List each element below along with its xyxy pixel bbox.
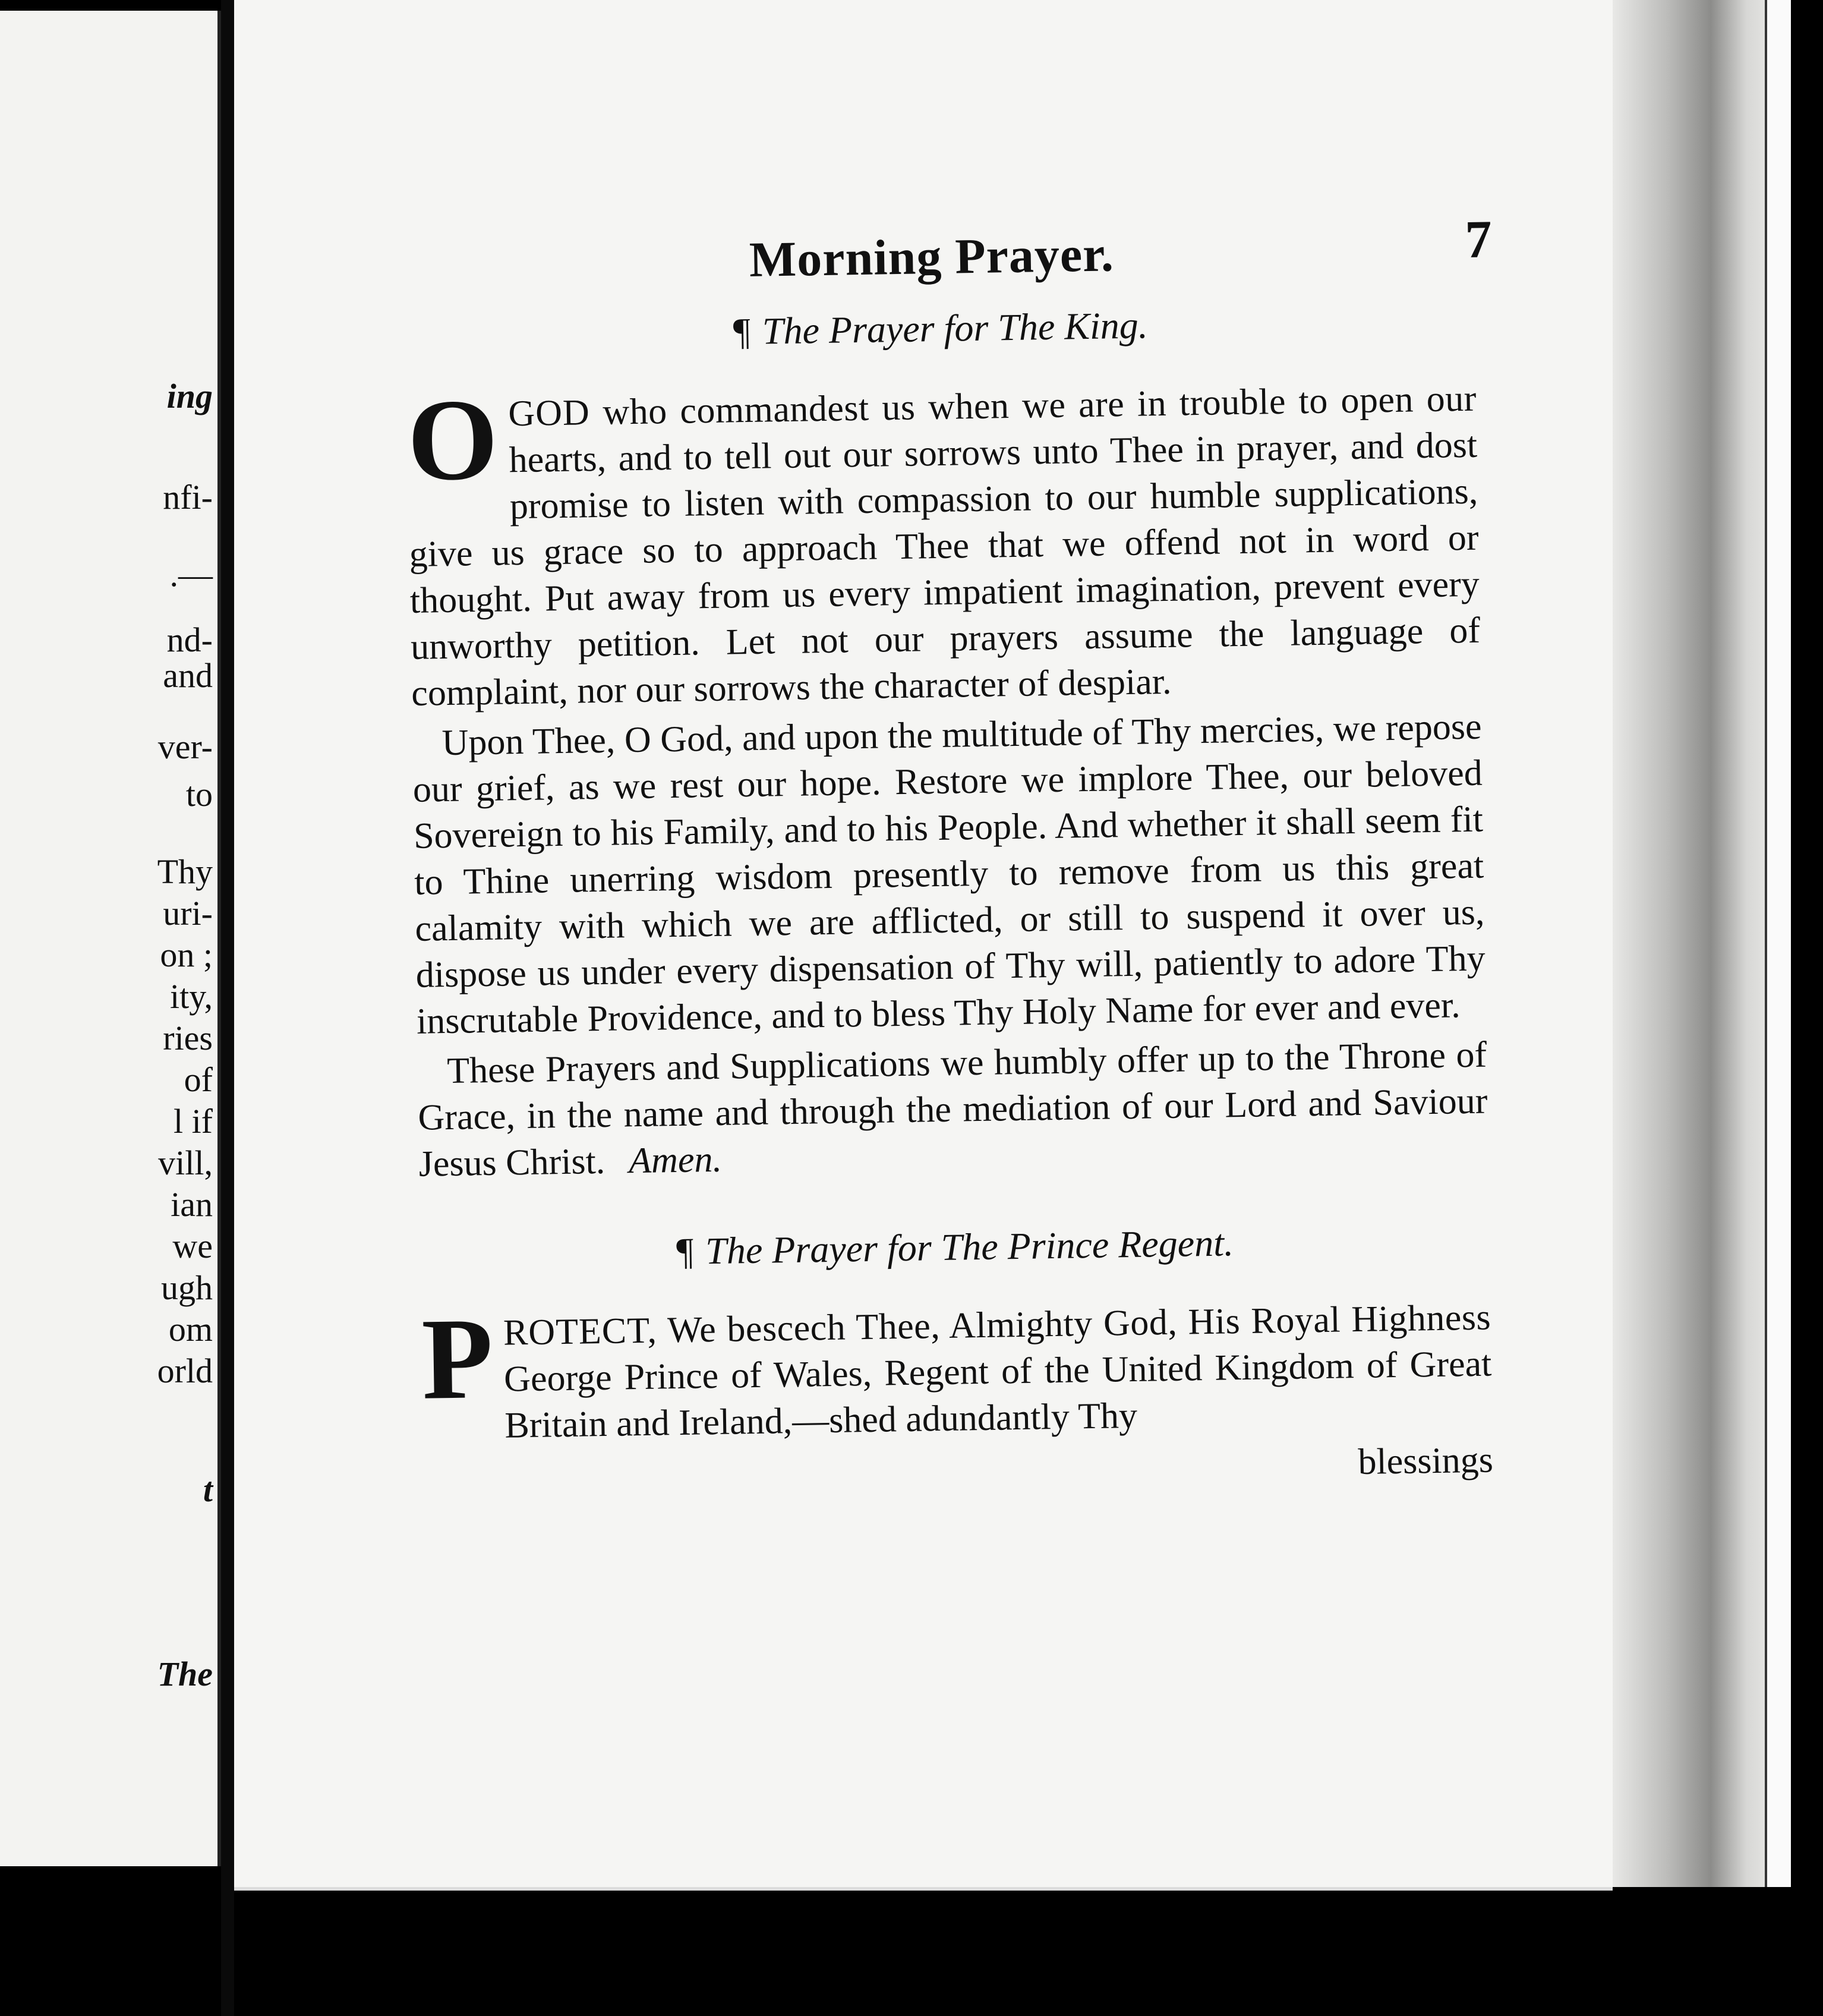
previous-page-fragment-text: of [184, 1060, 213, 1099]
previous-page-fragment-text: we [172, 1227, 213, 1265]
drop-cap: P [421, 1293, 494, 1424]
drop-cap-lead: GOD [507, 392, 591, 434]
previous-page-fragment-text: nd- [166, 620, 213, 659]
previous-page-fragment-text: om [168, 1310, 213, 1349]
page-text-column [404, 209, 1493, 1500]
page-number: 7 [1464, 210, 1493, 269]
pilcrow-icon: ¶ [676, 1230, 694, 1273]
previous-page-fragment-text: ugh [161, 1268, 213, 1307]
section-heading-king [405, 298, 1475, 359]
previous-page-fragment-text: .— [169, 555, 213, 594]
previous-page-fragment-text: ver- [157, 727, 213, 766]
section-heading-prince-regent [420, 1217, 1490, 1278]
heading-text: The Prayer for The Prince Regent. [705, 1221, 1234, 1272]
previous-page-fragment-text: and [163, 656, 213, 695]
drop-cap-lead: ROTECT, [503, 1310, 658, 1353]
paragraph: Upon Thee, O God, and upon the multitude of Thy mercies, we repose our grief, as we rest our hope. Restore we implore Thee, our beloved Sovereign to his Family, and to his People. And whether it shall seem fit to Thine unerring wisdom presently to remove from us this great calamity with which we are afflicted, or still to suspend it over us, dispose us under every dispensation of Thy will, patiently to adore Thy inscrutable Providence, and to bless Thy Holy Name for ever and ever. [412, 706, 1486, 1042]
pilcrow-icon: ¶ [733, 310, 751, 353]
previous-page-fragment-text: The [157, 1655, 213, 1693]
page-title: Morning Prayer. [749, 226, 1115, 288]
page-edge-stack [1613, 0, 1791, 1887]
paragraph-text: who commandest us when we are in trouble to open our hearts, and to tell out our sorrows unto Thee in prayer, and dost promise to listen with compassion to our humble supplications, give us grace so to approach Thee that we offend not in word or thought. Put away from us every impatient imagination, prevent every unworthy petition. Let not our prayers assume the language of complaint, nor our sorrows the character of despiar. [409, 378, 1481, 714]
previous-page-fragment-text: l if [173, 1102, 213, 1141]
previous-page-fragment-text: t [203, 1470, 213, 1509]
catchword: blessings [1357, 1439, 1494, 1483]
previous-page-fragment-text: uri- [163, 894, 213, 933]
previous-page-fragment-text: on ; [160, 935, 213, 974]
previous-page-fragment-text: nfi- [163, 478, 213, 516]
previous-page-fragment-text: ity, [170, 977, 213, 1016]
book-gutter [221, 0, 234, 2016]
previous-page-fragment-text: ian [171, 1185, 213, 1224]
paragraph-text: These Prayers and Supplications we humbly offer up to the Throne of Grace, in the name and through the mediation of our Lord and Saviour Jesus Christ. [418, 1034, 1488, 1185]
previous-page-fragment-text: ing [166, 377, 213, 415]
paragraph [421, 1294, 1493, 1450]
previous-page-fragment-text: to [185, 775, 213, 814]
previous-page-fragment-text: Thy [157, 852, 213, 891]
paragraph [406, 376, 1481, 717]
previous-page-fragment [0, 11, 221, 1866]
paragraph-text: We bescech Thee, Almighty God, His Royal Highness George Prince of Wales, Regent of the United Kingdom of Great Britain and Ireland,—shed adundantly Thy [503, 1297, 1492, 1446]
previous-page-fragment-text: vill, [158, 1144, 213, 1182]
previous-page-fragment-text: ries [163, 1019, 213, 1057]
drop-cap: O [406, 374, 499, 505]
heading-text: The Prayer for The King. [762, 304, 1149, 352]
previous-page-fragment-text: orld [157, 1352, 213, 1390]
amen: Amen. [628, 1139, 723, 1182]
paragraph [417, 1032, 1488, 1187]
